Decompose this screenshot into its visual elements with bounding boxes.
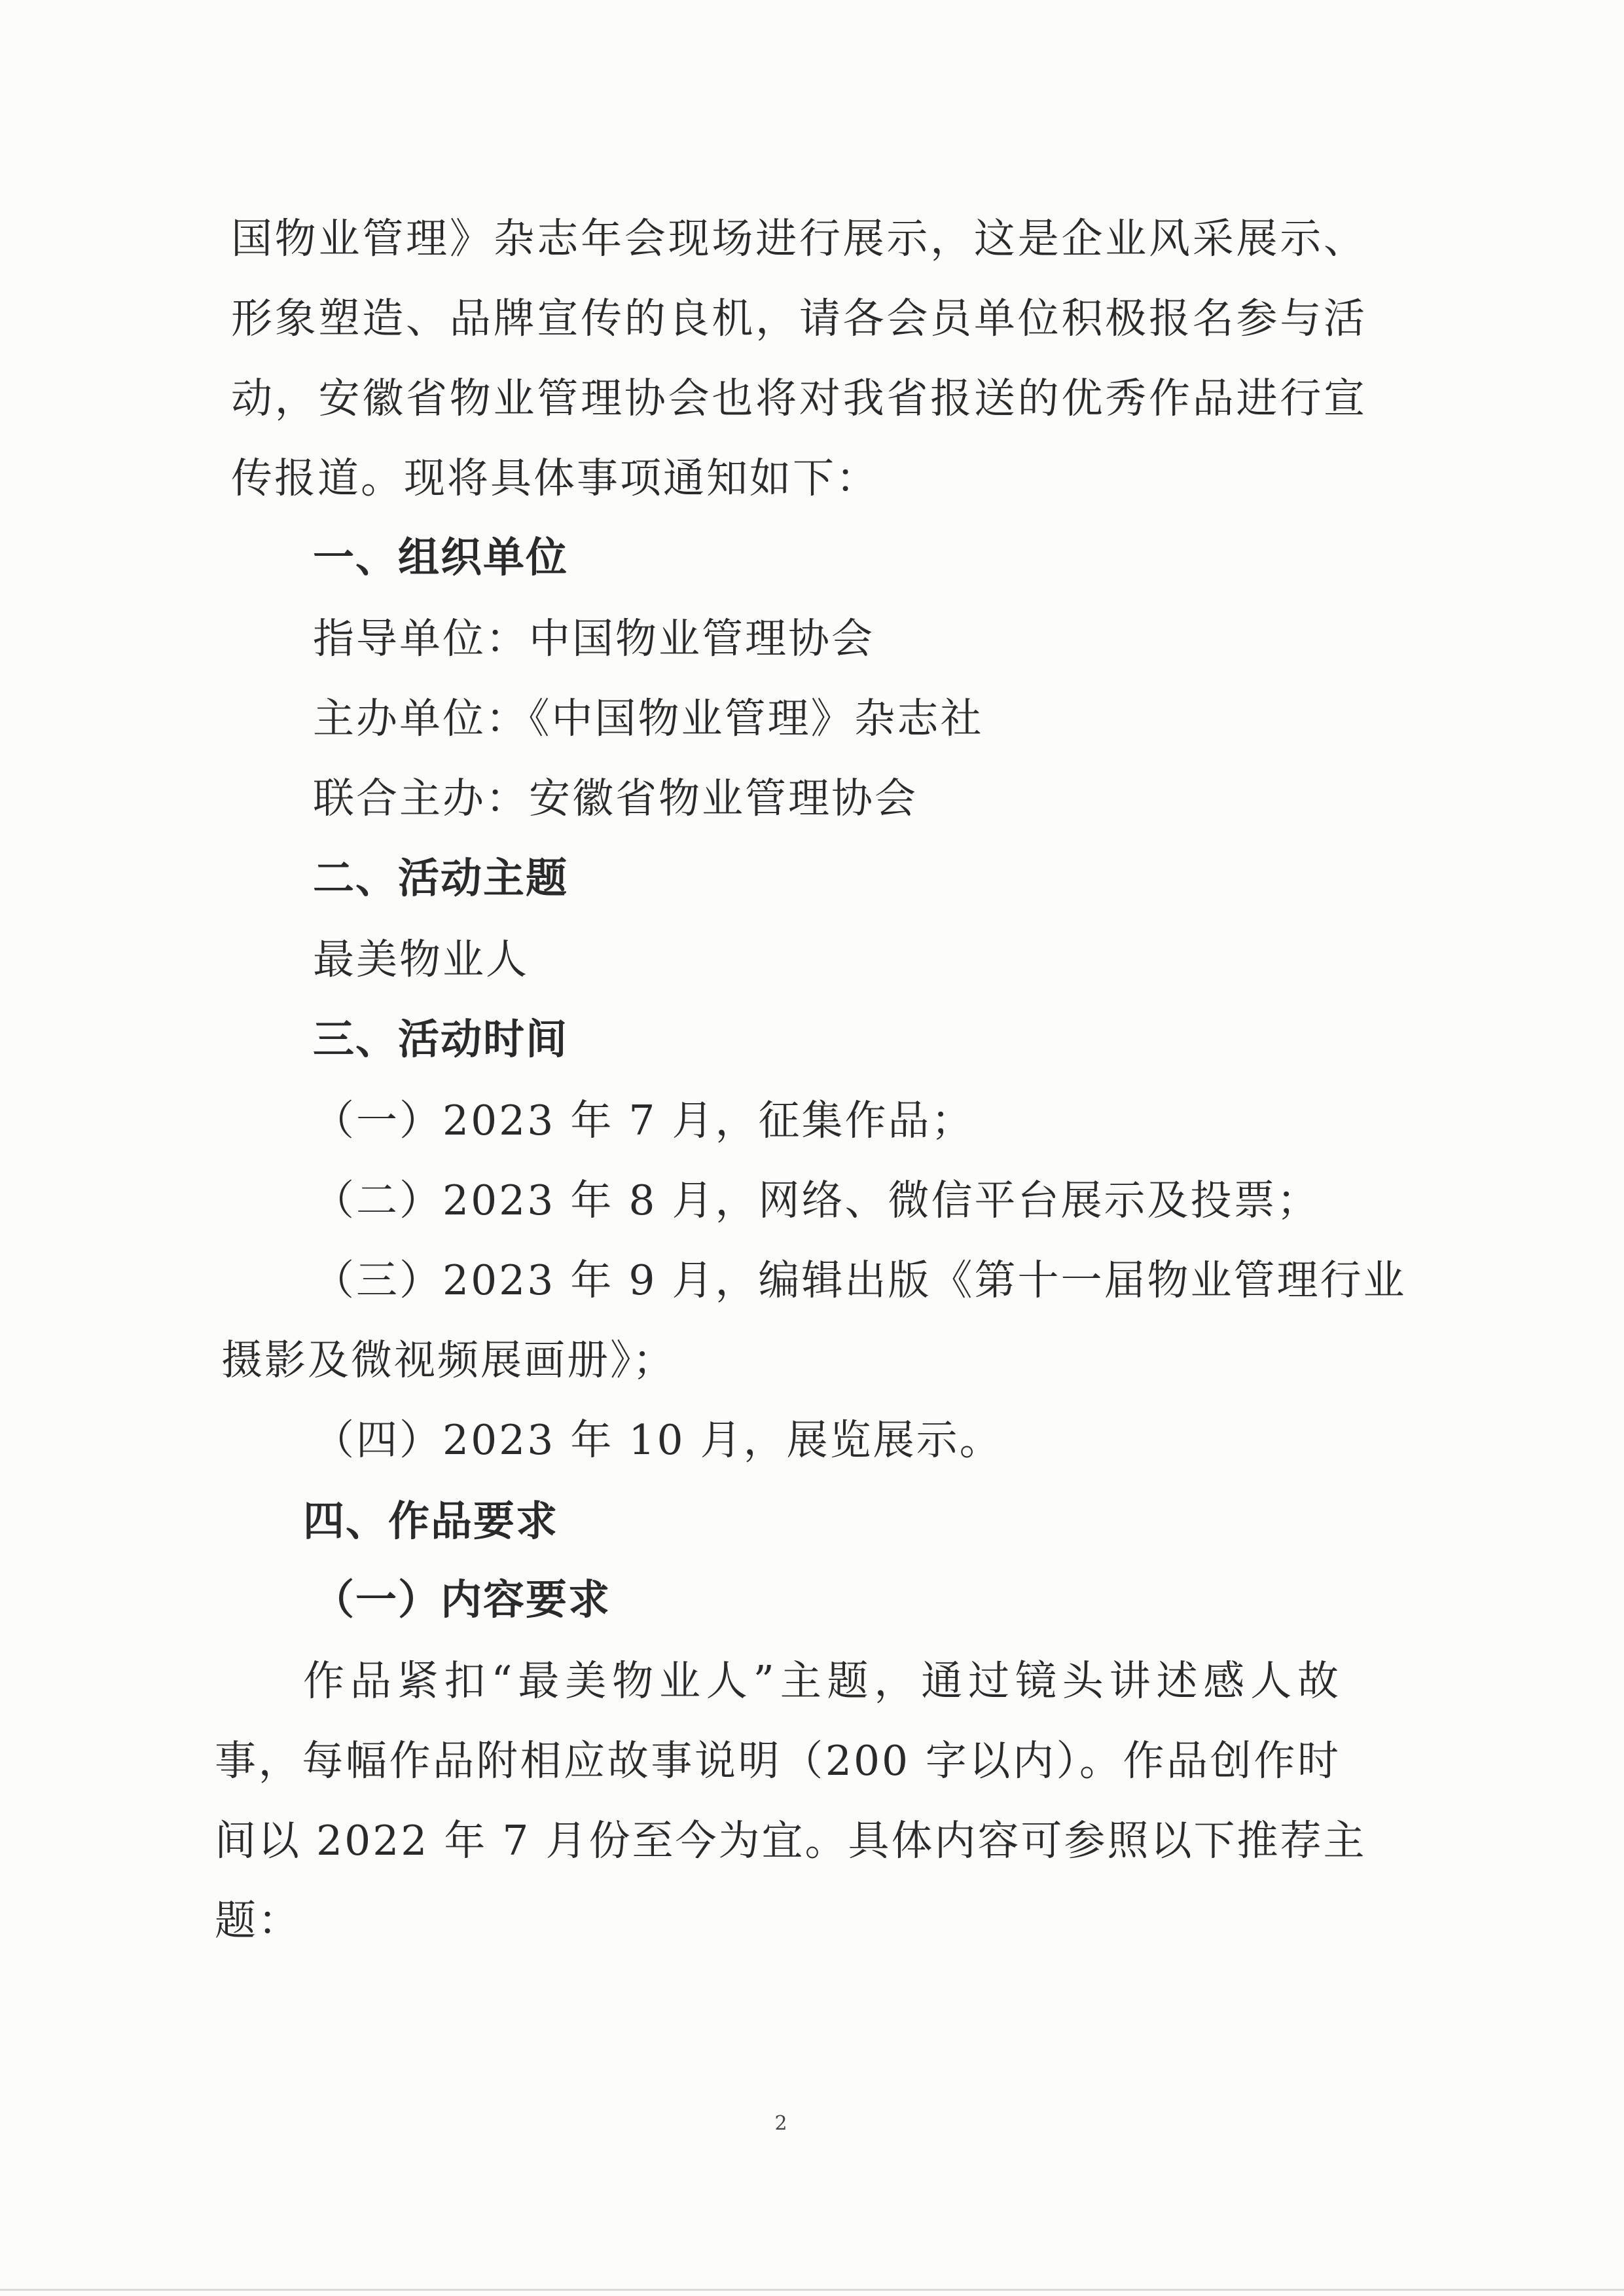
- organizer-cohost: 联合主办：安徽省物业管理协会: [313, 774, 918, 822]
- intro-line-2: 形象塑造、品牌宣传的良机，请各会员单位积极报名参与活: [231, 295, 1367, 342]
- intro-line-3: 动，安徽省物业管理协会也将对我省报送的优秀作品进行宣: [231, 374, 1367, 422]
- schedule-item-1: （一）2023 年 7 月，征集作品；: [313, 1097, 975, 1144]
- section-heading-theme: 二、活动主题: [313, 854, 568, 902]
- page-number: 2: [774, 2112, 787, 2135]
- section-heading-organizers: 一、组织单位: [313, 534, 568, 581]
- schedule-item-4: （四）2023 年 10 月，展览展示。: [313, 1416, 1003, 1464]
- subsection-heading-content: （一）内容要求: [313, 1576, 611, 1624]
- organizer-host: 主办单位：《中国物业管理》杂志社: [313, 695, 984, 742]
- schedule-item-3: （三）2023 年 9 月，编辑出版《第十一届物业管理行业: [313, 1256, 1407, 1304]
- intro-line-1: 国物业管理》杂志年会现场进行展示，这是企业风采展示、: [231, 215, 1367, 263]
- schedule-item-3-continued: 摄影及微视频展画册》；: [221, 1336, 676, 1384]
- requirements-line-2: 事，每幅作品附相应故事说明（200 字以内）。作品创作时: [215, 1737, 1341, 1785]
- section-heading-schedule: 三、活动时间: [313, 1015, 568, 1063]
- intro-line-4: 传报道。现将具体事项通知如下：: [231, 454, 879, 502]
- organizer-guide: 指导单位：中国物业管理协会: [313, 615, 875, 663]
- schedule-item-2: （二）2023 年 8 月，网络、微信平台展示及投票；: [313, 1176, 1320, 1224]
- section-heading-requirements: 四、作品要求: [303, 1497, 558, 1545]
- page-bottom-edge: [0, 2289, 1624, 2291]
- requirements-line-3: 间以 2022 年 7 月份至今为宜。具体内容可参照以下推荐主: [215, 1817, 1367, 1865]
- theme-text: 最美物业人: [313, 936, 529, 983]
- requirements-line-1: 作品紧扣“最美物业人”主题，通过镜头讲述感人故: [303, 1657, 1341, 1705]
- requirements-line-4: 题：: [215, 1897, 301, 1944]
